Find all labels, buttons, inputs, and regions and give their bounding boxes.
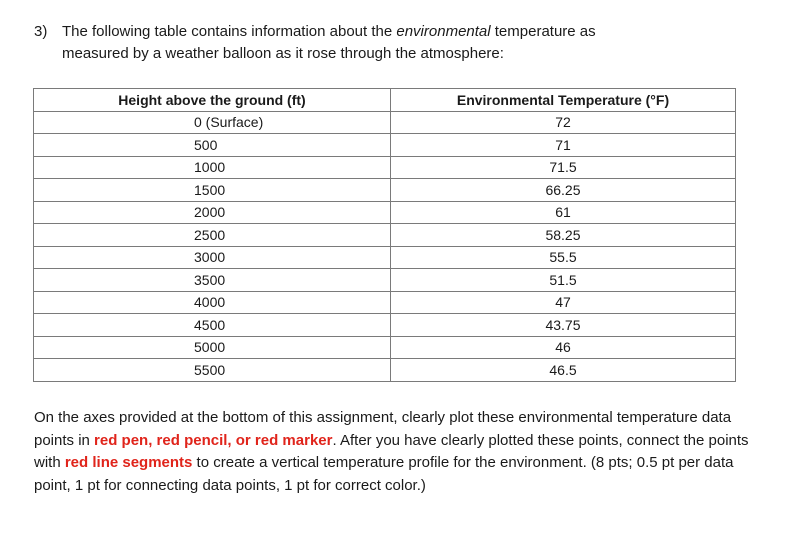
table-row: [34, 336, 736, 359]
height-cell: 2000: [34, 201, 391, 224]
temperature-cell: 71: [391, 134, 736, 157]
instructions-part2: . After you have clearly plotted these points, connect the points with: [34, 431, 749, 471]
table-row: [34, 359, 736, 382]
height-cell: 1000: [34, 156, 391, 179]
table-row: [34, 111, 736, 134]
plot-instructions: [34, 407, 754, 497]
table-row: [34, 291, 736, 314]
question-line1-before: The following table contains information about the: [62, 23, 397, 40]
temperature-cell: 66.25: [391, 179, 736, 202]
table-row: [34, 156, 736, 179]
table-row: [34, 179, 736, 202]
temperature-cell: 46.5: [391, 359, 736, 382]
height-cell: 0 (Surface): [34, 111, 391, 134]
table-row: [34, 269, 736, 292]
instructions-red-color-emphasis: red pen, red pencil, or red marker: [94, 431, 333, 449]
temperature-cell: 46: [391, 336, 736, 359]
temperature-cell: 43.75: [391, 314, 736, 337]
height-cell: 5000: [34, 336, 391, 359]
height-cell: 500: [34, 134, 391, 157]
temperature-cell: 55.5: [391, 246, 736, 269]
instructions-part3: to create a vertical temperature profile for the environment. (8 pts; 0.5 pt per data point, 1 pt for connecting data points, 1 pt for correct color.): [34, 454, 734, 494]
instructions-part1: On the axes provided at the bottom of this assignment, clearly plot these environmental temperature data points in: [34, 409, 732, 449]
temperature-cell: 51.5: [391, 269, 736, 292]
temperature-cell: 72: [391, 111, 736, 134]
table-row: [34, 224, 736, 247]
height-cell: 4500: [34, 314, 391, 337]
table-row: [34, 201, 736, 224]
question-prompt: [34, 21, 754, 65]
question-line2: measured by a weather balloon as it rose through the atmosphere:: [62, 45, 504, 62]
height-cell: 2500: [34, 224, 391, 247]
temperature-cell: 71.5: [391, 156, 736, 179]
temperature-table: [33, 88, 736, 382]
table-row: [34, 134, 736, 157]
height-column-header: Height above the ground (ft): [34, 89, 391, 112]
table-header-row: [34, 89, 736, 112]
height-cell: 3000: [34, 246, 391, 269]
question-text: [62, 21, 754, 65]
temperature-column-header: Environmental Temperature (°F): [391, 89, 736, 112]
temperature-cell: 58.25: [391, 224, 736, 247]
table-row: [34, 246, 736, 269]
question-number: 3): [34, 23, 48, 40]
temperature-cell: 61: [391, 201, 736, 224]
height-cell: 5500: [34, 359, 391, 382]
height-cell: 1500: [34, 179, 391, 202]
height-cell: 4000: [34, 291, 391, 314]
question-line1-emphasis: environmental: [396, 23, 491, 40]
table-row: [34, 314, 736, 337]
temperature-cell: 47: [391, 291, 736, 314]
instructions-red-segments-emphasis: red line segments: [64, 454, 193, 471]
height-cell: 3500: [34, 269, 391, 292]
question-line1-after: temperature as: [490, 23, 596, 40]
